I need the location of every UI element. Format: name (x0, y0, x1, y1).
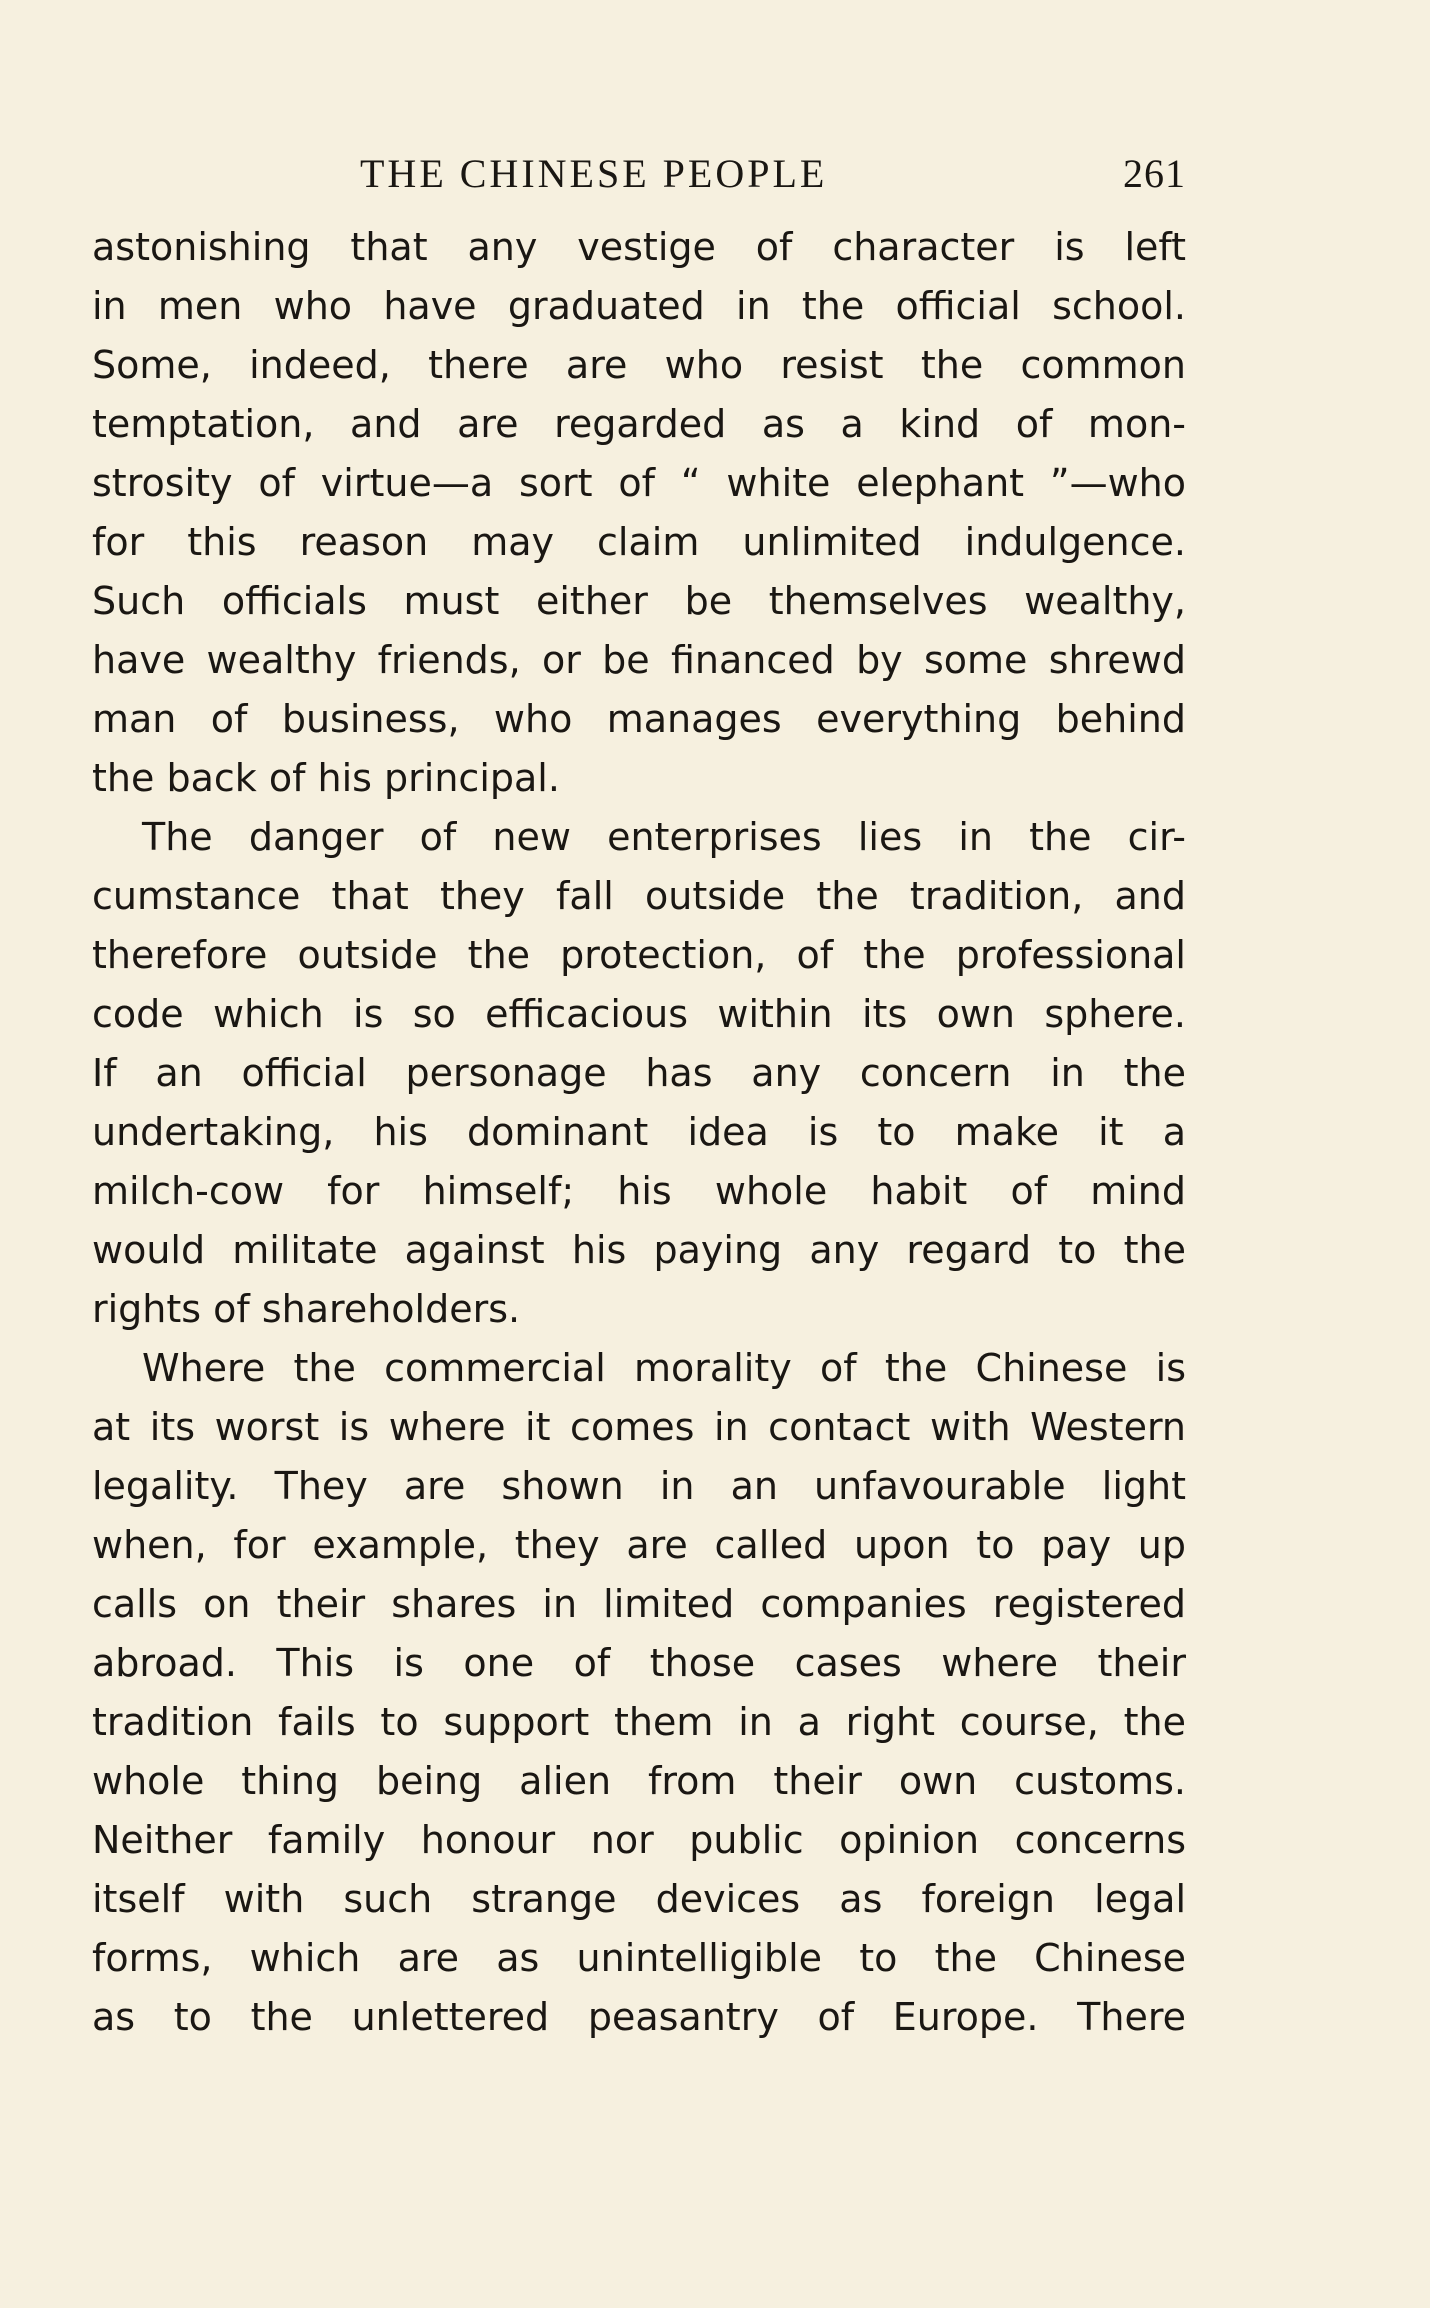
text-line: abroad. This is one of those cases where their (92, 1641, 1186, 1685)
text-line: would militate against his paying any regard to the (92, 1228, 1186, 1272)
body-text (92, 218, 1186, 2047)
text-line: Some, indeed, there are who resist the common (92, 343, 1186, 387)
text-line: in men who have graduated in the official school. (92, 284, 1186, 328)
text-line: tradition fails to support them in a right course, the (92, 1700, 1186, 1744)
text-line: milch-cow for himself; his whole habit of mind (92, 1169, 1186, 1213)
text-line: undertaking, his dominant idea is to make it a (92, 1110, 1186, 1154)
text-line: when, for example, they are called upon to pay up (92, 1523, 1186, 1567)
page-header (0, 150, 1430, 200)
text-line: for this reason may claim unlimited indulgence. (92, 520, 1186, 564)
text-line: itself with such strange devices as foreign legal (92, 1877, 1186, 1921)
text-line: code which is so efficacious within its own sphere. (92, 992, 1186, 1036)
text-line: as to the unlettered peasantry of Europe. There (92, 1995, 1186, 2039)
text-line: strosity of virtue—a sort of “ white elephant ”—who (92, 461, 1186, 505)
text-line: legality. They are shown in an unfavourable light (92, 1464, 1186, 1508)
text-line: at its worst is where it comes in contact with Western (92, 1405, 1186, 1449)
text-line: man of business, who manages everything behind (92, 697, 1186, 741)
text-line: Such officials must either be themselves wealthy, (92, 579, 1186, 623)
text-line: Neither family honour nor public opinion concerns (92, 1818, 1186, 1862)
text-line: If an official personage has any concern in the (92, 1051, 1186, 1095)
text-line: whole thing being alien from their own customs. (92, 1759, 1186, 1803)
text-line: forms, which are as unintelligible to the Chinese (92, 1936, 1186, 1980)
running-title: THE CHINESE PEOPLE (360, 151, 828, 196)
text-line: astonishing that any vestige of character is left (92, 225, 1186, 269)
text-line: temptation, and are regarded as a kind of mon- (92, 402, 1186, 446)
text-line: therefore outside the protection, of the professional (92, 933, 1186, 977)
text-line: cumstance that they fall outside the tradition, and (92, 874, 1186, 918)
text-line: have wealthy friends, or be financed by some shrewd (92, 638, 1186, 682)
text-line: calls on their shares in limited companies registered (92, 1582, 1186, 1626)
page-number: 261 (1123, 151, 1186, 196)
text-line: The danger of new enterprises lies in the cir- (142, 815, 1186, 859)
text-line: Where the commercial morality of the Chinese is (142, 1346, 1186, 1390)
text-line: the back of his principal. (92, 756, 560, 800)
text-line: rights of shareholders. (92, 1287, 521, 1331)
